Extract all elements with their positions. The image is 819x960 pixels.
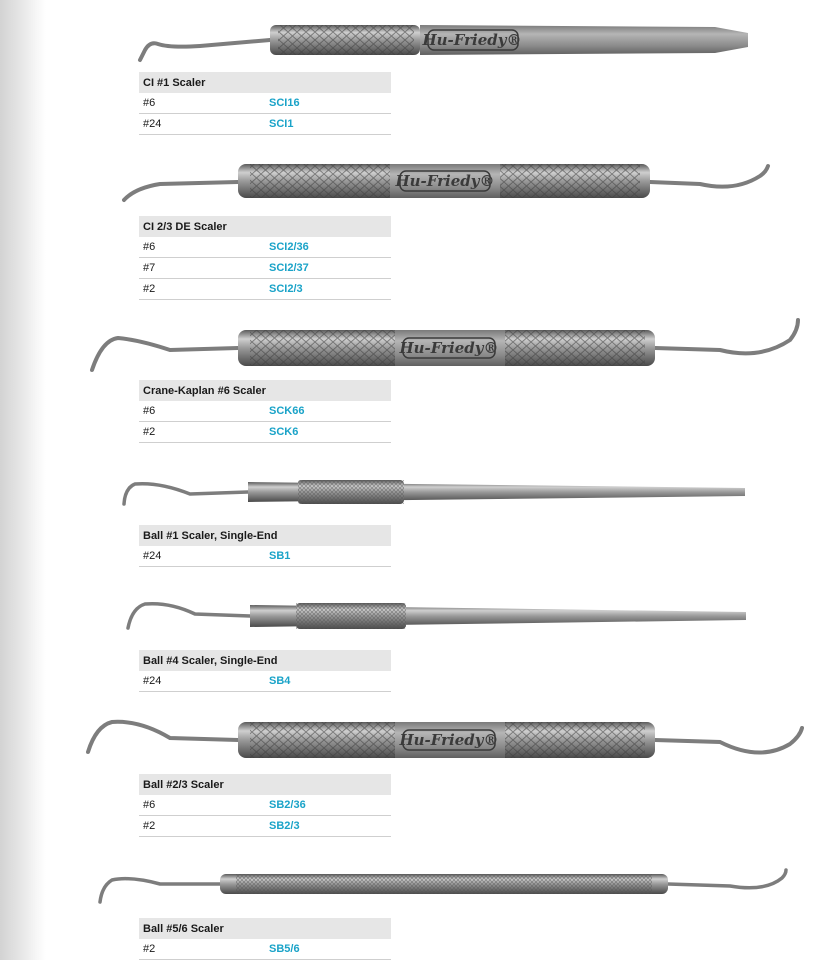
product-code: SCK6 [269,426,299,438]
tip-number: #2 [143,820,156,832]
tip-number: #2 [143,283,156,295]
svg-text:Hu-Friedy®: Hu-Friedy® [422,31,522,49]
instrument-title: CI #1 Scaler [139,72,391,93]
instrument-title: Ball #4 Scaler, Single-End [139,650,391,671]
spec-table [139,918,391,960]
table-row [139,939,391,960]
spec-table [139,774,391,837]
brand-logo [394,171,494,191]
product-code: SCI2/36 [269,241,309,253]
table-row [139,93,391,114]
tip-number: #24 [143,550,162,562]
tip-number: #24 [143,675,162,687]
brand-logo [398,338,498,358]
tip-number: #6 [143,97,156,109]
scaler-illustration [0,858,819,916]
instrument-title: Crane-Kaplan #6 Scaler [139,380,391,401]
table-row [139,795,391,816]
scaler-illustration [0,592,819,644]
table-row [139,816,391,837]
tip-number: #6 [143,799,156,811]
tip-number: #7 [143,262,156,274]
table-row [139,279,391,300]
product-code: SB2/36 [269,799,306,811]
instrument-title: Ball #2/3 Scaler [139,774,391,795]
tip-number: #24 [143,118,162,130]
product-code: SB2/3 [269,820,300,832]
table-row [139,258,391,279]
product-code: SCI2/3 [269,283,303,295]
product-code: SB5/6 [269,943,300,955]
table-row [139,546,391,567]
svg-text:Hu-Friedy®: Hu-Friedy® [399,731,499,749]
tip-number: #6 [143,241,156,253]
spec-table [139,216,391,300]
table-row [139,671,391,692]
product-code: SB1 [269,550,291,562]
product-code: SCK66 [269,405,305,417]
tip-number: #6 [143,405,156,417]
brand-logo [421,30,521,50]
spec-table [139,72,391,135]
scaler-illustration [0,708,819,770]
product-code: SB4 [269,675,291,687]
spec-table [139,650,391,692]
instrument-title: Ball #5/6 Scaler [139,918,391,939]
scaler-illustration [0,310,819,382]
brand-logo [398,730,498,750]
product-code: SCI2/37 [269,262,309,274]
instrument-title: CI 2/3 DE Scaler [139,216,391,237]
spec-table [139,380,391,443]
product-code: SCI16 [269,97,300,109]
tip-number: #2 [143,426,156,438]
instrument-title: Ball #1 Scaler, Single-End [139,525,391,546]
product-code: SCI1 [269,118,294,130]
spec-table [139,525,391,567]
tip-number: #2 [143,943,156,955]
scaler-illustration [0,468,819,520]
svg-text:Hu-Friedy®: Hu-Friedy® [395,172,495,190]
table-row [139,401,391,422]
scaler-illustration [0,8,819,72]
table-row [139,114,391,135]
svg-text:Hu-Friedy®: Hu-Friedy® [399,339,499,357]
scaler-illustration [0,150,819,216]
table-row [139,422,391,443]
table-row [139,237,391,258]
